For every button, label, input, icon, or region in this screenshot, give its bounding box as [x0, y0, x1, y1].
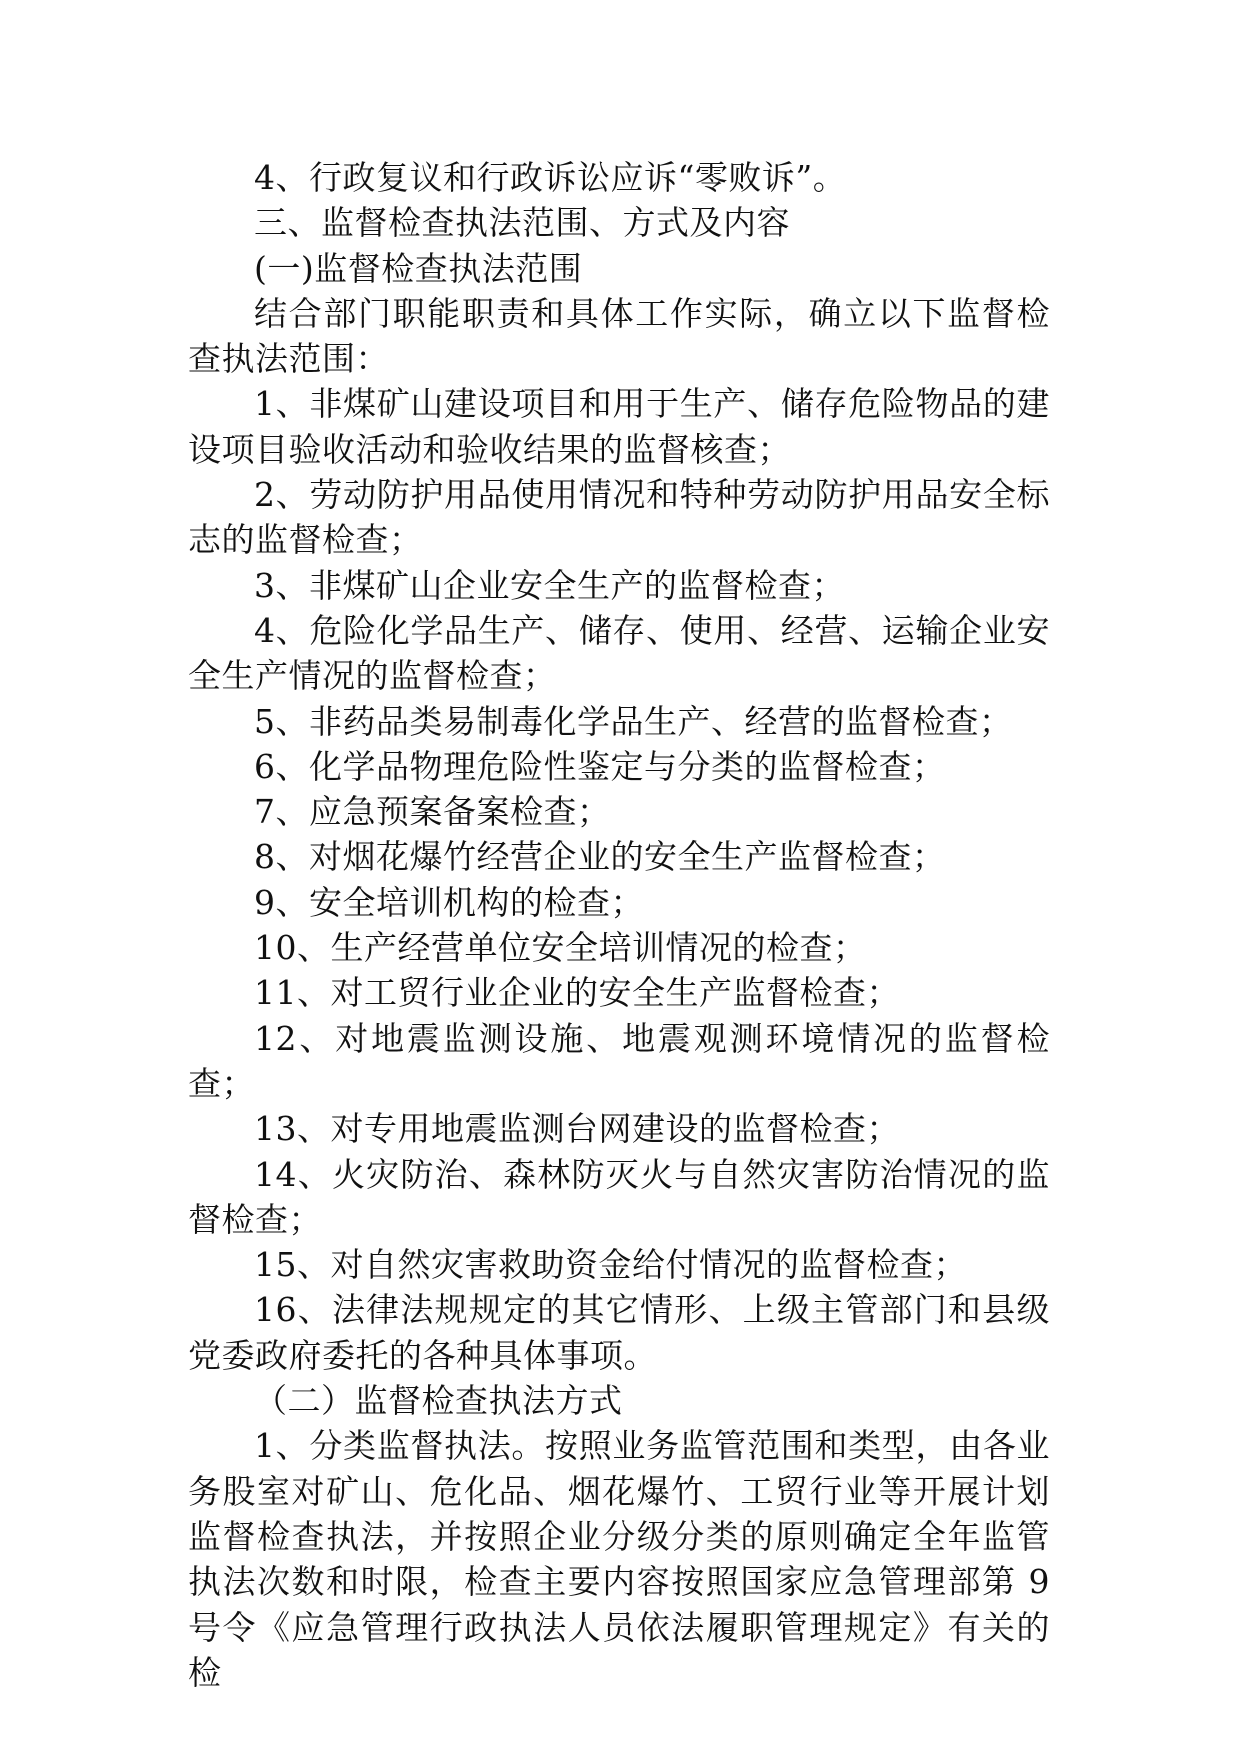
list-item-1: 1、非煤矿山建设项目和用于生产、储存危险物品的建设项目验收活动和验收结果的监督核查；	[188, 384, 1050, 469]
list-item-16: 16、法律法规规定的其它情形、上级主管部门和县级党委政府委托的各种具体事项。	[188, 1290, 1050, 1375]
paragraph-classified-supervision: 1、分类监督执法。按照业务监管范围和类型，由各业务股室对矿山、危化品、烟花爆竹、工贸行业等开展计划监督检查执法，并按照企业分级分类的原则确定全年监管执法次数和时限，检查主要内容按照国家应急管理部第 9 号令《应急管理行政执法人员依法履职管理规定》有关的检	[188, 1426, 1050, 1692]
list-item-3: 3、非煤矿山企业安全生产的监督检查；	[254, 565, 845, 605]
list-item-13: 13、对专用地震监测台网建设的监督检查；	[254, 1109, 900, 1149]
list-item-12: 12、对地震监测设施、地震观测环境情况的监督检查；	[188, 1018, 1050, 1103]
list-item-2: 2、劳动防护用品使用情况和特种劳动防护用品安全标志的监督检查；	[188, 475, 1050, 560]
list-item-6: 6、化学品物理危险性鉴定与分类的监督检查；	[254, 746, 946, 786]
list-item-5: 5、非药品类易制毒化学品生产、经营的监督检查；	[254, 701, 1013, 741]
document-body	[188, 155, 1050, 1695]
list-item-8: 8、对烟花爆竹经营企业的安全生产监督检查；	[254, 837, 946, 877]
list-item-10: 10、生产经营单位安全培训情况的检查；	[254, 928, 867, 968]
list-item-9: 9、安全培训机构的检查；	[254, 882, 644, 922]
list-item-4: 4、危险化学品生产、储存、使用、经营、运输企业安全生产情况的监督检查；	[188, 610, 1050, 696]
paragraph-zero-loss-goal: 4、行政复议和行政诉讼应诉“零败诉”。	[254, 158, 847, 197]
list-item-14: 14、火灾防治、森林防灭火与自然灾害防治情况的监督检查；	[188, 1154, 1050, 1239]
list-item-7: 7、应急预案备案检查；	[254, 792, 611, 832]
list-item-11: 11、对工贸行业企业的安全生产监督检查；	[254, 973, 900, 1013]
subsection-heading-method: （二）监督检查执法方式	[254, 1381, 623, 1421]
paragraph-scope-intro: 结合部门职能职责和具体工作实际，确立以下监督检查执法范围：	[188, 293, 1050, 379]
subsection-heading-scope: (一)监督检查执法范围	[254, 248, 583, 288]
section-heading-scope-method-content: 三、监督检查执法范围、方式及内容	[254, 203, 790, 243]
list-item-15: 15、对自然灾害救助资金给付情况的监督检查；	[254, 1245, 967, 1285]
